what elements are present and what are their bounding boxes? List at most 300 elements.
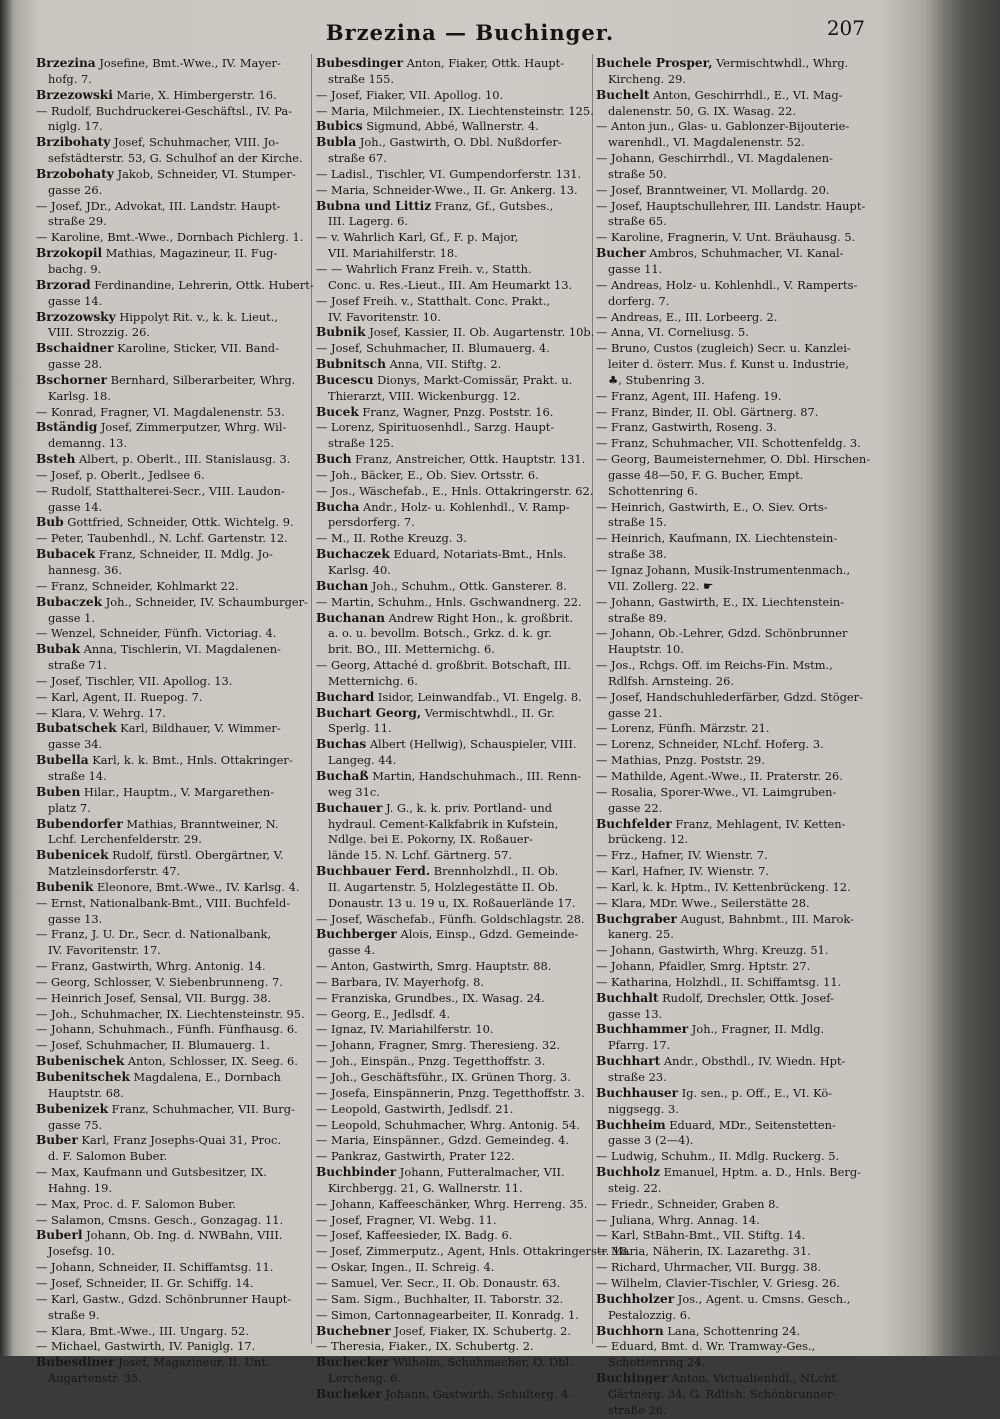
entry-continuation	[36, 214, 308, 230]
entry-surname: Bubenischek	[36, 1054, 125, 1069]
entry-text: straße 155.	[328, 71, 394, 86]
entry-line	[316, 373, 590, 389]
entry-line	[596, 56, 882, 72]
entry-surname: Brzozowsky	[36, 309, 116, 324]
sub-entry-line	[596, 310, 882, 326]
entry-continuation	[316, 310, 590, 326]
entry-line	[596, 1165, 882, 1181]
entry-text: Anton, Victualienhdl., NLchf.	[667, 1371, 839, 1386]
entry-surname: Bubesdiner	[36, 1355, 115, 1370]
entry-surname: Brzobohaty	[36, 166, 114, 181]
entry-text: Pestalozzig. 6.	[608, 1307, 691, 1322]
entry-continuation	[36, 262, 308, 278]
sub-entry-line	[596, 325, 882, 341]
entry-line	[36, 1355, 308, 1371]
entry-continuation	[596, 468, 882, 484]
sub-entry-line	[596, 1244, 882, 1260]
entry-text: Rdlfsh. Arnsteing. 26.	[608, 673, 734, 688]
sub-entry-line	[36, 1038, 308, 1054]
entry-text: Karlsg. 40.	[328, 563, 391, 577]
entry-text: — Ladisl., Tischler, VI. Gumpendorferstr. 131.	[316, 166, 582, 181]
entry-surname: Bub	[36, 515, 64, 530]
sub-entry-line	[316, 88, 590, 104]
entry-text: Josef, Zimmerputzer, Whrg. Wil-	[97, 420, 287, 435]
entry-text: Alois, Einsp., Gdzd. Gemeinde-	[396, 927, 579, 942]
entry-surname: Bsteh	[36, 452, 76, 467]
entry-text: VII. Mariahilferstr. 18.	[328, 246, 458, 261]
entry-surname: Bubics	[316, 119, 363, 134]
entry-surname: Bubnik	[316, 325, 366, 340]
entry-continuation	[36, 737, 308, 753]
column-3	[596, 56, 882, 1417]
entry-continuation	[36, 658, 308, 674]
entry-text: gasse 28.	[48, 357, 103, 372]
entry-line	[316, 357, 590, 373]
entry-continuation	[36, 1244, 308, 1260]
running-head: Brzezina — Buchinger.	[325, 20, 615, 45]
entry-continuation	[36, 294, 308, 310]
entry-text: Franz, Schneider, II. Mdlg. Jo-	[95, 547, 273, 562]
sub-entry-line	[36, 468, 308, 484]
entry-text: Ambros, Schuhmacher, VI. Kanal-	[645, 246, 844, 261]
entry-line	[596, 1324, 882, 1340]
column-1	[36, 56, 314, 1386]
entry-text: — Lorenz, Spirituosenhdl., Sarzg. Haupt-	[316, 420, 555, 435]
entry-text: — Franz, Gastwirth, Whrg. Antonig. 14.	[36, 959, 266, 974]
entry-text: gasse 3 (2—4).	[608, 1133, 694, 1148]
sub-entry-line	[316, 1086, 590, 1102]
entry-text: straße 9.	[48, 1307, 100, 1322]
sub-entry-line	[316, 912, 590, 928]
sub-entry-line	[36, 927, 308, 943]
entry-text: — Josef, Kaffeesieder, IX. Badg. 6.	[316, 1228, 513, 1243]
entry-line	[596, 1292, 882, 1308]
sub-entry-line	[596, 769, 882, 785]
sub-entry-line	[596, 389, 882, 405]
entry-line	[316, 1324, 590, 1340]
entry-line	[316, 325, 595, 341]
entry-surname: Bubla	[316, 135, 357, 150]
entry-line	[36, 310, 308, 326]
entry-text: — Anna, VI. Corneliusg. 5.	[596, 325, 749, 340]
sub-entry-line	[36, 896, 308, 912]
entry-text: gasse 13.	[608, 1006, 663, 1021]
entry-surname: Bschorner	[36, 372, 108, 387]
entry-text: Andrew Right Hon., k. großbrit.	[384, 610, 573, 625]
entry-surname: Buberl	[36, 1228, 83, 1243]
sub-entry-line	[596, 500, 882, 516]
entry-text: niglg. 17.	[48, 119, 103, 134]
entry-text: Schottenring 24.	[608, 1355, 706, 1370]
entry-text: Eduard, Notariats-Bmt., Hnls.	[389, 547, 567, 562]
sub-entry-line	[316, 183, 590, 199]
entry-continuation	[36, 943, 308, 959]
sub-entry-line	[316, 103, 594, 120]
entry-text: — Anton jun., Glas- u. Gablonzer-Bijouterie-	[596, 119, 850, 134]
entry-surname: Buchan	[316, 578, 369, 593]
entry-surname: Buchhauser	[596, 1085, 679, 1100]
entry-continuation	[596, 1007, 882, 1023]
entry-text: — Josef Freih. v., Statthalt. Conc. Prakt.,	[316, 293, 551, 308]
entry-continuation	[596, 104, 882, 120]
sub-entry-line	[36, 690, 308, 706]
sub-entry-line	[316, 1054, 590, 1070]
entry-continuation	[36, 1086, 308, 1102]
entry-surname: Bubendorfer	[36, 816, 123, 831]
entry-text: — Josef, Branntweiner, VI. Mollardg. 20.	[596, 182, 830, 197]
entry-text: Franz, Schuhmacher, VII. Burg-	[108, 1101, 295, 1116]
entry-line	[36, 721, 308, 737]
entry-line	[596, 1086, 882, 1102]
entry-text: bachg. 9.	[48, 261, 102, 276]
sub-entry-line	[36, 104, 308, 120]
sub-entry-line	[36, 230, 308, 246]
sub-entry-line	[596, 531, 882, 547]
entry-text: hydraul. Cement-Kalkfabrik in Kufstein,	[328, 816, 559, 831]
sub-entry-line	[316, 1213, 590, 1229]
sub-entry-line	[316, 1244, 631, 1260]
sub-entry-line	[596, 1276, 882, 1292]
entry-continuation	[596, 262, 882, 278]
entry-text: — Jos., Rchgs. Off. im Reichs-Fin. Mstm.,	[596, 658, 833, 673]
entry-continuation	[36, 1149, 308, 1165]
entry-continuation	[36, 864, 308, 880]
entry-continuation	[316, 515, 590, 531]
entry-line	[36, 1054, 308, 1070]
entry-continuation	[36, 325, 308, 341]
entry-line	[316, 547, 590, 563]
entry-continuation	[596, 373, 882, 389]
entry-text: straße 14.	[48, 768, 107, 783]
entry-line	[596, 246, 882, 262]
entry-continuation	[36, 183, 308, 199]
entry-text: Jakob, Schneider, VI. Stumper-	[113, 166, 296, 181]
entry-text: — Maria, Milchmeier., IX. Liechtensteinstr. 125.	[316, 103, 594, 118]
entry-text: — Max, Kaufmann und Gutsbesitzer, IX.	[36, 1165, 267, 1180]
sub-entry-line	[316, 341, 590, 357]
entry-continuation	[36, 832, 308, 848]
entry-text: — Johann, Pfaidler, Smrg. Hptstr. 27.	[596, 959, 811, 974]
entry-continuation	[316, 848, 590, 864]
column-divider	[592, 54, 593, 1344]
entry-text: — Michael, Gastwirth, IV. Paniglg. 17.	[36, 1339, 256, 1354]
entry-line	[36, 135, 308, 151]
entry-line	[596, 1054, 882, 1070]
entry-text: II. Augartenstr. 5, Holzlegestätte II. Ob.	[328, 879, 559, 894]
entry-text: Franz, Mehlagent, IV. Ketten-	[671, 816, 846, 831]
entry-text: — Leopold, Schuhmacher, Whrg. Antonig. 54.	[316, 1117, 580, 1132]
entry-continuation	[36, 436, 308, 452]
entry-line	[36, 642, 308, 658]
entry-text: — Johann, Geschirrhdl., VI. Magdalenen-	[596, 151, 833, 166]
entry-text: platz 7.	[48, 800, 91, 815]
entry-text: dorferg. 7.	[608, 293, 670, 308]
entry-text: Marie, X. Himbergerstr. 16.	[112, 87, 277, 102]
entry-text: — Joh., Geschäftsführ., IX. Grünen Thorg. 3.	[316, 1070, 571, 1084]
entry-surname: Buchgraber	[596, 911, 677, 926]
entry-continuation	[316, 278, 590, 294]
sub-entry-line	[596, 595, 882, 611]
sub-entry-line	[596, 864, 882, 880]
entry-line	[36, 1133, 308, 1149]
entry-text: gasse 21.	[608, 705, 663, 720]
entry-continuation	[596, 832, 882, 848]
entry-text: — Theresia, Fiaker., IX. Schubertg. 2.	[316, 1339, 534, 1354]
entry-line	[316, 1165, 590, 1181]
entry-text: Rudolf, fürstl. Obergärtner, V.	[108, 848, 284, 863]
sub-entry-line	[596, 151, 882, 167]
entry-text: — Joh., Schuhmacher, IX. Liechtensteinstr. 95.	[36, 1006, 305, 1021]
entry-text: gasse 22.	[608, 800, 663, 815]
entry-continuation	[36, 1118, 308, 1134]
sub-entry-line	[596, 1228, 882, 1244]
entry-text: IV. Favoritenstr. 10.	[328, 309, 441, 324]
entry-text: — Ignaz Johann, Musik-Instrumentenmach.,	[596, 563, 851, 577]
entry-text: — Ernst, Nationalbank-Bmt., VIII. Buchfeld-	[36, 895, 291, 910]
entry-text: gasse 13.	[48, 911, 103, 926]
sub-entry-line	[36, 1213, 308, 1229]
entry-surname: Buchecker	[316, 1355, 390, 1370]
sub-entry-line	[316, 1339, 590, 1355]
entry-surname: Bständig	[36, 420, 98, 435]
entry-text: Wilhelm, Schuhmacher, O. Dbl.	[389, 1355, 573, 1370]
entry-text: weg 31c.	[328, 784, 380, 799]
entry-surname: Bubenicek	[36, 848, 109, 863]
entry-text: — Pankraz, Gastwirth, Prater 122.	[316, 1149, 515, 1164]
entry-text: — Rudolf, Statthalterei-Secr., VIII. Laudon-	[36, 483, 285, 498]
entry-text: Lchf. Lerchenfelderstr. 29.	[48, 832, 202, 847]
entry-text: — Andreas, Holz- u. Kohlenhdl., V. Ramperts-	[596, 277, 858, 292]
sub-entry-line	[596, 278, 882, 294]
sub-entry-line	[316, 1276, 590, 1292]
entry-text: — Leopold, Gastwirth, Jedlsdf. 21.	[316, 1101, 514, 1116]
entry-text: Josef, Magazineur, II. Unt.	[114, 1355, 270, 1370]
entry-text: hannesg. 36.	[48, 563, 123, 577]
entry-text: — Andreas, E., III. Lorbeerg. 2.	[596, 309, 778, 324]
entry-text: Lercheng. 6.	[328, 1371, 401, 1386]
entry-text: Johann, Gastwirth, Schulterg. 4.	[381, 1386, 572, 1401]
entry-text: gasse 1.	[48, 610, 96, 625]
entry-text: Mathias, Branntweiner, N.	[122, 816, 279, 831]
entry-continuation	[316, 785, 590, 801]
entry-text: brit. BO., III. Metternichg. 6.	[328, 642, 495, 657]
entry-line	[316, 56, 590, 72]
sub-entry-line	[596, 848, 882, 864]
entry-text: — Simon, Cartonnagearbeiter, II. Konradg. 1.	[316, 1307, 579, 1322]
entry-text: sefstädterstr. 53, G. Schulhof an der Kirche.	[48, 151, 303, 166]
entry-text: — Joh., Einspän., Pnzg. Tegetthoffstr. 3.	[316, 1054, 546, 1069]
entry-line	[316, 1387, 590, 1403]
entry-continuation	[596, 674, 882, 690]
entry-surname: Buchele Prosper,	[596, 56, 713, 70]
entry-continuation	[316, 151, 590, 167]
entry-text: straße 29.	[48, 214, 107, 229]
entry-text: — Karl, Agent, II. Ruepog. 7.	[36, 689, 203, 704]
entry-surname: Bubaczek	[36, 594, 103, 609]
entry-text: Conc. u. Res.-Lieut., III. Am Heumarkt 13.	[328, 277, 573, 292]
entry-continuation	[316, 214, 590, 230]
entry-continuation	[316, 674, 590, 690]
entry-surname: Buchelt	[596, 87, 650, 102]
entry-text: Anna, VII. Stiftg. 2.	[385, 357, 502, 372]
entry-text: Gärtnerg. 34, G. Rdlfsh. Schönbrunner-	[608, 1386, 837, 1401]
entry-line	[316, 927, 590, 943]
entry-line	[36, 1102, 308, 1118]
sub-entry-line	[596, 199, 882, 215]
entry-line	[316, 500, 590, 516]
sub-entry-line	[36, 975, 308, 991]
entry-continuation	[36, 389, 308, 405]
entry-text: — Josef, Fiaker, VII. Apollog. 10.	[316, 87, 504, 102]
entry-text: — Karoline, Bmt.-Wwe., Dornbach Pichlerg. 1.	[36, 230, 304, 245]
entry-text: Sperlg. 11.	[328, 721, 392, 736]
entry-text: — M., II. Rothe Kreuzg. 3.	[316, 531, 467, 546]
entry-text: — Franz, Agent, III. Hafeng. 19.	[596, 388, 782, 403]
entry-continuation	[36, 563, 308, 579]
entry-text: — Josef, Schneider, II. Gr. Schiffg. 14.	[36, 1275, 254, 1290]
sub-entry-line	[316, 1118, 590, 1134]
sub-entry-line	[596, 1149, 882, 1165]
entry-continuation	[596, 515, 882, 531]
sub-entry-line	[596, 721, 882, 737]
entry-text: straße 65.	[608, 214, 667, 229]
entry-text: Johann, Ob. Ing. d. NWBahn, VIII.	[82, 1228, 283, 1243]
entry-surname: Brzezina	[36, 56, 96, 70]
entry-line	[36, 56, 308, 72]
sub-entry-line	[36, 484, 308, 500]
sub-entry-line	[596, 563, 882, 579]
entry-continuation	[316, 626, 590, 642]
sub-entry-line	[596, 183, 882, 199]
sub-entry-line	[36, 1292, 308, 1308]
entry-text: Karl, Bildhauer, V. Wimmer-	[116, 721, 281, 736]
entry-surname: Buchaß	[316, 768, 369, 783]
entry-text: — Joh., Bäcker, E., Ob. Siev. Ortsstr. 6.	[316, 467, 539, 482]
entry-continuation	[36, 72, 308, 88]
entry-surname: Buch	[316, 452, 352, 467]
entry-surname: Buchhorn	[596, 1323, 664, 1338]
sub-entry-line	[596, 436, 882, 452]
entry-text: — Lorenz, Fünfh. Märzstr. 21.	[596, 721, 770, 736]
entry-continuation	[36, 1371, 308, 1387]
entry-text: — Josef, Handschuhlederfärber, Gdzd. Stöger-	[596, 689, 863, 704]
sub-entry-line	[316, 483, 594, 500]
entry-continuation	[596, 1308, 882, 1324]
entry-text: Franz, Anstreicher, Ottk. Hauptstr. 131.	[351, 452, 586, 467]
entry-continuation	[596, 1102, 882, 1118]
entry-text: Karlsg. 18.	[48, 388, 111, 403]
entry-line	[596, 817, 882, 833]
entry-text: — Karl, Hafner, IV. Wienstr. 7.	[596, 864, 770, 879]
entry-text: Johann, Futteralmacher, VII.	[396, 1165, 565, 1180]
entry-text: — Salamon, Cmsns. Gesch., Gonzagag. 11.	[36, 1212, 284, 1227]
entry-surname: Bschaidner	[36, 341, 114, 356]
entry-text: Franz, Gf., Gutsbes.,	[431, 198, 554, 213]
entry-surname: Buchfelder	[596, 816, 672, 831]
entry-continuation	[36, 801, 308, 817]
entry-text: — Johann, Fragner, Smrg. Theresieng. 32.	[316, 1038, 561, 1053]
entry-text: — Ludwig, Schuhm., II. Mdlg. Ruckerg. 5.	[596, 1149, 840, 1164]
sub-entry-line	[316, 420, 590, 436]
entry-surname: Bubella	[36, 753, 89, 768]
entry-text: — Karl, k. k. Hptm., IV. Kettenbrückeng. 12.	[596, 879, 851, 894]
entry-text: Franz, Wagner, Pnzg. Poststr. 16.	[358, 404, 554, 419]
entry-line	[36, 373, 308, 389]
entry-text: — Karl, StBahn-Bmt., VII. Stiftg. 14.	[596, 1228, 806, 1243]
entry-continuation	[596, 357, 882, 373]
entry-line	[36, 1070, 308, 1086]
entry-text: — Mathias, Pnzg. Poststr. 29.	[596, 753, 765, 768]
entry-surname: Buchas	[316, 737, 367, 752]
entry-text: Karl, k. k. Bmt., Hnls. Ottakringer-	[88, 753, 293, 768]
sub-entry-line	[316, 1292, 590, 1308]
entry-text: Andr., Obsthdl., IV. Wiedn. Hpt-	[660, 1054, 846, 1069]
entry-text: — Friedr., Schneider, Graben 8.	[596, 1196, 779, 1211]
entry-text: — Josef, Zimmerputz., Agent, Hnls. Ottakringerstr. 18.	[316, 1244, 631, 1259]
sub-entry-line	[596, 785, 882, 801]
entry-text: — Wenzel, Schneider, Fünfh. Victoriag. 4.	[36, 626, 277, 641]
entry-text: Donaustr. 13 u. 19 u, IX. Roßauerlände 17.	[328, 895, 576, 910]
entry-text: Eleonore, Bmt.-Wwe., IV. Karlsg. 4.	[93, 879, 300, 894]
entry-continuation	[596, 801, 882, 817]
entry-text: Josef, Fiaker, IX. Schubertg. 2.	[390, 1323, 572, 1338]
entry-text: straße 38.	[608, 547, 667, 562]
sub-entry-line	[36, 674, 308, 690]
sub-entry-line	[596, 1260, 882, 1276]
entry-text: — Josef, Hauptschullehrer, III. Landstr. Haupt-	[596, 198, 866, 213]
entry-text: Pfarrg. 17.	[608, 1038, 671, 1053]
entry-text: demanng. 13.	[48, 436, 127, 451]
sub-entry-line	[316, 1260, 590, 1276]
entry-text: brückeng. 12.	[608, 832, 689, 847]
entry-text: — Mathilde, Agent.-Wwe., II. Praterstr. 26.	[596, 768, 843, 783]
entry-text: — Katharina, Holzhdl., II. Schiffamtsg. 11.	[596, 974, 842, 989]
entry-text: Anton, Schlosser, IX. Seeg. 6.	[124, 1054, 298, 1069]
entry-text: — v. Wahrlich Karl, Gf., F. p. Major,	[316, 230, 519, 245]
entry-text: — Heinrich, Gastwirth, E., O. Siev. Orts-	[596, 499, 828, 514]
entry-line	[36, 420, 308, 436]
entry-line	[36, 753, 308, 769]
entry-text: III. Lagerg. 6.	[328, 214, 408, 229]
entry-surname: Bubacek	[36, 547, 96, 562]
entry-line	[596, 88, 882, 104]
sub-entry-line	[316, 1228, 590, 1244]
entry-line	[316, 119, 590, 135]
entry-text: gasse 14.	[48, 499, 103, 514]
entry-text: — Heinrich, Kaufmann, IX. Liechtenstein-	[596, 531, 838, 546]
entry-text: Kircheng. 29.	[608, 71, 687, 86]
entry-continuation	[316, 753, 590, 769]
entry-line	[316, 405, 590, 421]
entry-surname: Buchinger	[596, 1371, 668, 1386]
entry-text: — Georg, Attaché d. großbrit. Botschaft, III.	[316, 658, 571, 673]
entry-text: Thierarzt, VIII. Wickenburgg. 12.	[328, 388, 521, 403]
entry-line	[316, 452, 590, 468]
entry-text: — Juliana, Whrg. Annag. 14.	[596, 1212, 760, 1227]
entry-surname: Brzokopil	[36, 246, 103, 261]
entry-text: — Ignaz, IV. Mariahilferstr. 10.	[316, 1022, 494, 1037]
entry-surname: Buben	[36, 784, 81, 799]
entry-text: — Josefa, Einspännerin, Pnzg. Tegetthoffstr. 3.	[316, 1085, 585, 1100]
entry-line	[36, 341, 308, 357]
entry-text: Hippolyt Rit. v., k. k. Lieut.,	[115, 309, 278, 324]
sub-entry-line	[36, 405, 308, 421]
sub-entry-line	[316, 959, 590, 975]
entry-text: Albert, p. Oberlt., III. Stanislausg. 3.	[75, 452, 291, 467]
sub-entry-line	[316, 595, 590, 611]
entry-text: Metternichg. 6.	[328, 673, 418, 688]
sub-entry-line	[596, 753, 882, 769]
